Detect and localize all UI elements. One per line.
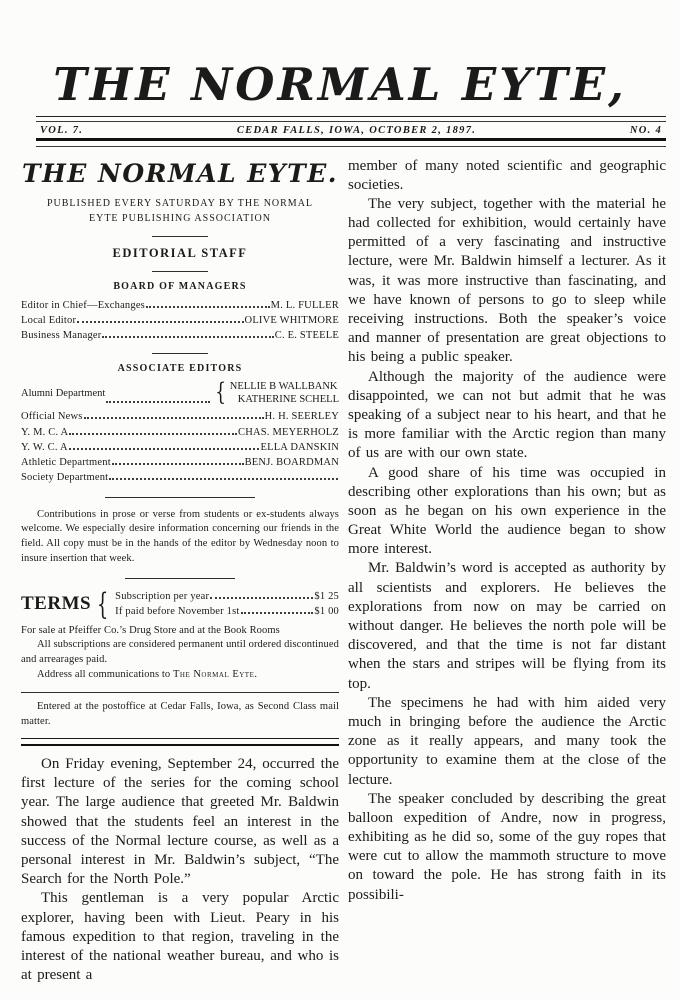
article-paragraph: A good share of his time was occupied in describing other explorations than his own; but as soon as he began on his own experience in the Great White World the audience began to show more interest. xyxy=(348,464,666,558)
staff-name: M. L. FULLER xyxy=(270,299,339,311)
staff-name: H. H. SEERLEY xyxy=(264,411,339,423)
staff-name-stack xyxy=(230,380,339,406)
staff-row xyxy=(21,455,339,470)
divider xyxy=(152,353,208,354)
article-paragraph: This gentleman is a very popular Arctic explorer, having been with Lieut. Peary in his famous expedition to that region, traveling in the interest of the national weather bureau, and who is at present a xyxy=(21,890,339,984)
staff-row xyxy=(21,298,339,313)
staff-name: ELLA DANSKIN xyxy=(260,441,339,453)
article-paragraph: The speaker concluded by describing the great balloon expedition of Andre, now in progress, exhibiting as he did so, some of the guy ropes that were cut to allow the mammoth structure to move on toward the pole. He has strong faith in its possibili- xyxy=(348,790,666,903)
dateline xyxy=(36,122,666,138)
staff-role: Editor in Chief—Exchanges xyxy=(21,299,145,311)
leader-dots xyxy=(69,433,237,435)
staff-row xyxy=(21,425,339,440)
divider xyxy=(152,236,208,237)
leader-dots xyxy=(84,417,264,419)
article-paragraph: Although the majority of the audience were disappointed, we can not but admit that he was speaking of a subject near to his heart, and that he is more familiar with the Arctic region than many of us are with our own state. xyxy=(348,368,666,462)
masthead-bottom-rule xyxy=(36,138,666,147)
staff-role: Y. W. C. A xyxy=(21,441,68,453)
article-paragraph: The very subject, together with the material he had collected for exhibition, would certainly have permitted of a very fascinating and instructive lecture, were Mr. Baldwin himself a lecturer. As it was, it was more instructive than fascinating, and we have known of persons to go to sleep while receiving instructions. Both the speaker’s voice and manner of presentation are great objections to his being a public speaker. xyxy=(348,195,666,366)
masthead-title: THE NORMAL EYTE, xyxy=(53,58,627,111)
paper-name-heading: THE NORMAL EYTE. xyxy=(21,158,338,188)
staff-name: OLIVE WHITMORE xyxy=(244,314,339,326)
staff-name: BENJ. BOARDMAN xyxy=(244,457,339,469)
staff-role: Y. M. C. A xyxy=(21,426,69,438)
staff-role: Athletic Department xyxy=(21,457,111,469)
address-note xyxy=(21,668,339,683)
article-paragraph: Mr. Baldwin’s word is accepted as authority by all scientists and explorers. He believes the explorations from now on may be carried on without danger. He believes the north pole will be discovered, and that the time is not far distant when the stars and stripes will be flying from its top. xyxy=(348,560,666,692)
dateline-bar xyxy=(36,116,666,147)
article-paragraph: The specimens he had with him aided very much in bringing before the audience the Arctic zone as it really appears, and many took the opportunity to examine them at the close of the lecture. xyxy=(348,694,666,788)
leader-dots xyxy=(109,478,338,480)
terms-row xyxy=(115,604,339,619)
staff-row xyxy=(21,440,339,455)
date-label: CEDAR FALLS, IOWA, OCTOBER 2, 1897. xyxy=(236,124,477,136)
staff-row-alumni xyxy=(21,380,339,406)
staff-row xyxy=(21,313,339,328)
editorial-staff-heading: EDITORIAL STAFF xyxy=(112,245,248,260)
leader-dots xyxy=(210,597,313,599)
leader-dots xyxy=(112,463,244,465)
entered-note: Entered at the postoffice at Cedar Falls, Iowa, as Second Class mail matter. xyxy=(21,701,339,728)
board-of-managers-heading: BOARD OF MANAGERS xyxy=(113,280,247,292)
article-paragraph: member of many noted scientific and geographic societies. xyxy=(348,157,666,193)
column-right xyxy=(348,157,666,905)
brace-glyph: { xyxy=(214,378,226,407)
staff-role: Society Department xyxy=(21,472,109,484)
address-paper-name: The Normal Eyte. xyxy=(172,669,258,681)
divider xyxy=(21,692,339,693)
leader-dots xyxy=(102,336,273,338)
published-line-1: PUBLISHED EVERY SATURDAY BY THE NORMAL xyxy=(46,197,314,209)
volume-label: VOL. 7. xyxy=(40,124,84,136)
divider-double xyxy=(21,738,339,746)
staff-row xyxy=(21,328,339,343)
subscriptions-note: All subscriptions are considered permanent until ordered discontinued and arrearages paid. xyxy=(21,639,339,666)
leader-dots xyxy=(241,612,314,614)
published-line-2: EYTE PUBLISHING ASSOCIATION xyxy=(88,212,271,224)
divider xyxy=(125,578,235,579)
article-paragraph: On Friday evening, September 24, occurred the first lecture of the series for the coming school year. The large audience that greeted Mr. Baldwin showed that the students feel an interest in the success of the Normal lecture course, as well as a personal interest in Mr. Baldwin’s subject, “The Search for the North Pole.” xyxy=(21,756,339,888)
issue-number: NO. 4 xyxy=(629,124,662,136)
leader-dots xyxy=(69,448,260,450)
terms-item: Subscription per year xyxy=(115,591,210,603)
address-prefix: Address all communications to xyxy=(37,669,173,681)
column-left xyxy=(21,157,339,986)
staff-name: CHAS. MEYERHOLZ xyxy=(237,426,339,438)
terms-price: $1 25 xyxy=(314,591,339,603)
staff-role: Official News xyxy=(21,411,83,423)
terms-item: If paid before November 1st xyxy=(115,606,240,618)
staff-name: NELLIE B WALLBANK xyxy=(229,381,338,393)
terms-label: TERMS xyxy=(21,593,92,615)
leader-dots xyxy=(77,321,243,323)
contributions-note: Contributions in prose or verse from students or ex-students always welcome. We especially desire information concerning our friends in the field. All copy must be in the hands of the editor by Wednesday noon to insure insertion that week. xyxy=(21,508,339,565)
associate-editors-heading: ASSOCIATE EDITORS xyxy=(117,363,243,375)
staff-name: C. E. STEELE xyxy=(274,329,339,341)
staff-row xyxy=(21,470,339,485)
staff-role: Local Editor xyxy=(21,314,77,326)
staff-row xyxy=(21,409,339,424)
brace-glyph: { xyxy=(96,586,109,622)
column-layout xyxy=(0,147,680,986)
terms-row xyxy=(115,589,339,604)
for-sale-note: For sale at Pfeiffer Co.’s Drug Store and at the Book Rooms xyxy=(21,624,280,636)
divider xyxy=(152,271,208,272)
terms-price: $1 00 xyxy=(314,606,339,618)
terms-rows xyxy=(115,589,339,619)
leader-dots xyxy=(146,306,270,308)
leader-dots xyxy=(106,401,209,403)
staff-role: Alumni Department xyxy=(21,387,106,399)
terms-block xyxy=(21,586,339,622)
staff-name: KATHERINE SCHELL xyxy=(237,394,339,406)
divider xyxy=(105,497,255,498)
staff-role: Business Manager xyxy=(21,329,102,341)
